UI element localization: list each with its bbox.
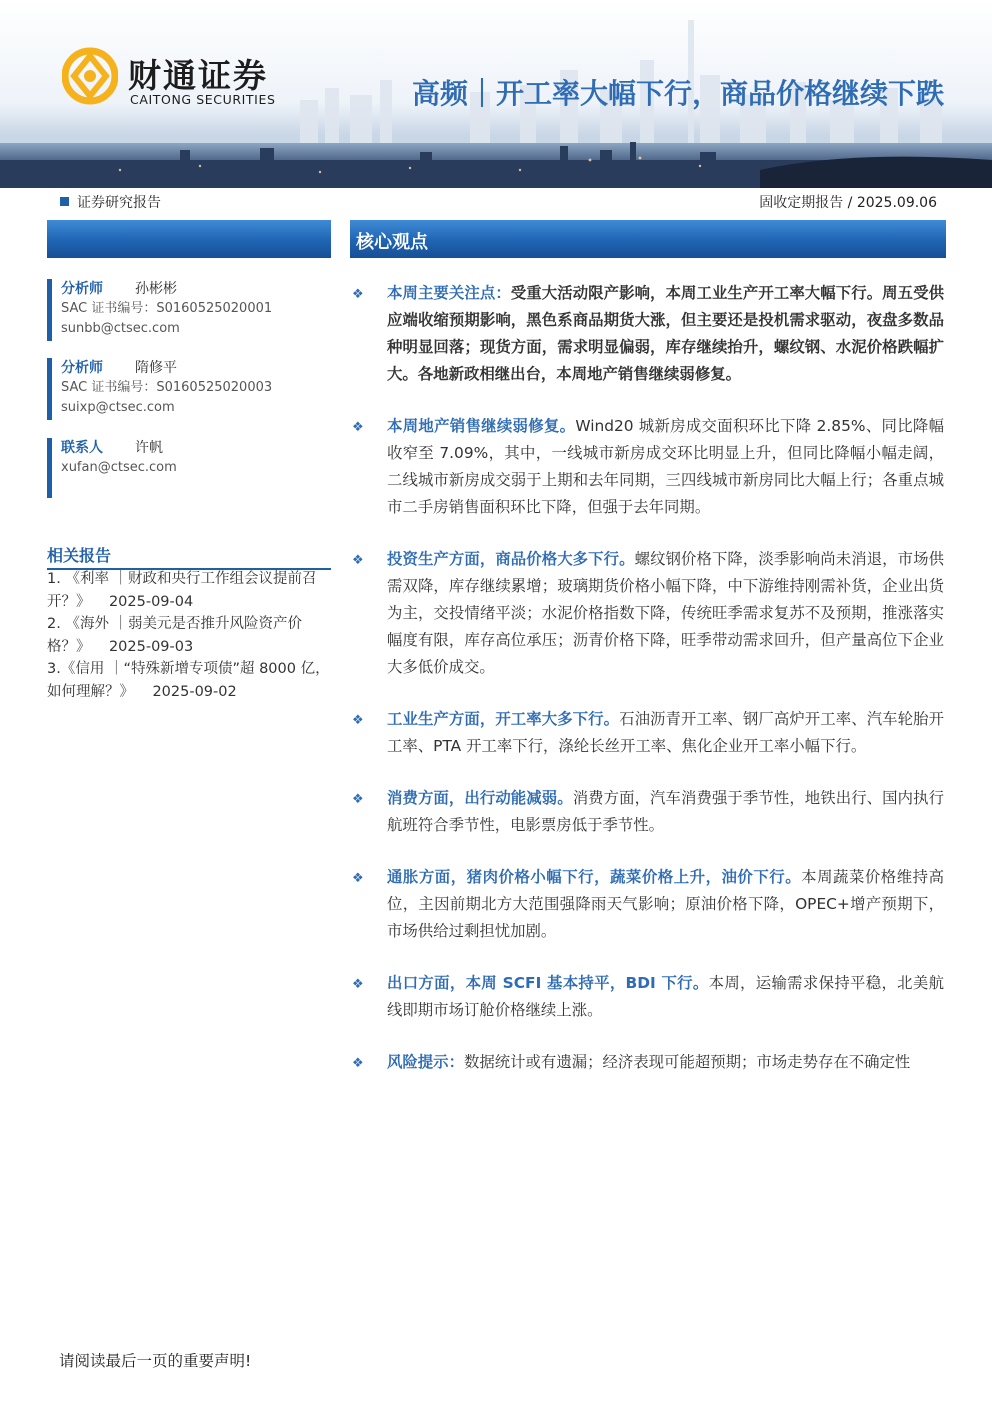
brand-name-en: CAITONG SECURITIES <box>130 92 276 107</box>
core-view-item <box>352 1049 944 1076</box>
core-view-body: Wind20 城新房成交面积环比下降 2.85%、同比降幅收窄至 7.09%，其中，一线城市新房成交环比明显上升，但同比降幅小幅走阔，二线城市新房成交弱于上期和去年同期，三四线城市新房同比大幅上行；各重点城市二手房销售面积环比下降，但强于去年同期。 <box>387 417 944 516</box>
core-view-list <box>352 280 944 1076</box>
core-view-lead: 投资生产方面，商品价格大多下行。 <box>387 550 635 568</box>
core-view-lead: 通胀方面，猪肉价格小幅下行，蔬菜价格上升，油价下行。 <box>387 868 802 886</box>
core-view-body: 本周蔬菜价格维持高位，主因前期北方大范围强降雨天气影响；原油价格下降，OPEC+增产预期下，市场供给过剩担忧加剧。 <box>387 868 944 940</box>
diamond-bullet-icon: ❖ <box>352 792 364 807</box>
core-view-item <box>352 706 944 760</box>
report-header <box>0 0 992 188</box>
related-report-date: 2025-09-02 <box>152 683 237 700</box>
related-report-item[interactable] <box>47 658 337 703</box>
diamond-bullet-icon: ❖ <box>352 977 364 992</box>
disclaimer-notice: 请阅读最后一页的重要声明! <box>59 1352 252 1370</box>
report-type-bar <box>0 188 992 212</box>
core-view-item <box>352 546 944 681</box>
brand-name-cn: 财通证券 <box>128 56 268 95</box>
contact-role: 联系人 <box>61 440 103 456</box>
square-bullet-icon <box>60 197 69 206</box>
core-view-item <box>352 970 944 1024</box>
core-view-lead: 本周地产销售继续弱修复。 <box>387 417 576 435</box>
related-reports-title: 相关报告 <box>47 543 331 570</box>
related-report-title: 1. 《利率 ｜财政和央行工作组会议提前召开？》 <box>47 571 317 610</box>
analyst-card <box>47 358 345 420</box>
diamond-bullet-icon: ❖ <box>352 713 364 728</box>
core-view-lead: 风险提示： <box>387 1053 464 1071</box>
related-reports-list <box>47 568 337 703</box>
core-view-body: 石油沥青开工率、钢厂高炉开工率、汽车轮胎开工率、PTA 开工率下行，涤纶长丝开工率、焦化企业开工率小幅下行。 <box>387 710 944 755</box>
diamond-bullet-icon: ❖ <box>352 420 364 435</box>
core-view-body: 消费方面，汽车消费强于季节性，地铁出行、国内执行航班符合季节性，电影票房低于季节性。 <box>387 789 944 834</box>
sidebar-header-bar <box>47 220 331 258</box>
contact-name: 许帆 <box>135 440 163 456</box>
report-category: 证券研究报告 <box>77 195 161 211</box>
core-view-item <box>352 280 944 388</box>
related-report-date: 2025-09-03 <box>108 638 194 655</box>
core-view-title: 核心观点 <box>356 232 428 253</box>
analyst-name: 隋修平 <box>135 360 177 376</box>
report-title: 高频｜开工率大幅下行，商品价格继续下跌 <box>411 77 944 110</box>
core-view-body: 螺纹钢价格下降，淡季影响尚未消退，市场供需双降，库存继续累增；玻璃期货价格小幅下降，中下游维持刚需补货，企业出货为主，交投情绪平淡；水泥价格指数下降，传统旺季需求复苏不及预期，推涨落实幅度有限，库存高位承压；沥青价格下降，旺季带动需求回升，但产量高位下企业大多低价成交。 <box>387 550 944 676</box>
core-view-lead: 工业生产方面，开工率大多下行。 <box>387 710 620 728</box>
related-report-item[interactable] <box>47 568 337 613</box>
core-view-item <box>352 413 944 521</box>
related-report-title: 2. 《海外 ｜弱美元是否推升风险资产价格？》 <box>47 616 303 655</box>
core-view-item <box>352 785 944 839</box>
caitong-logo-icon <box>62 46 118 106</box>
analyst-name: 孙彬彬 <box>135 281 177 297</box>
core-view-lead: 出口方面，本周 SCFI 基本持平，BDI 下行。 <box>387 974 709 992</box>
diamond-bullet-icon: ❖ <box>352 287 364 302</box>
report-type-date: 固收定期报告 / 2025.09.06 <box>759 195 937 211</box>
core-view-lead: 消费方面，出行动能减弱。 <box>387 789 573 807</box>
core-view-body: 本周，运输需求保持平稳，北美航线即期市场订舱价格继续上涨。 <box>387 974 944 1019</box>
diamond-bullet-icon: ❖ <box>352 553 364 568</box>
diamond-bullet-icon: ❖ <box>352 871 364 886</box>
analyst-role: 分析师 <box>61 281 103 297</box>
core-view-lead: 本周主要关注点： <box>387 284 511 302</box>
core-view-item <box>352 864 944 945</box>
analyst-card <box>47 279 345 341</box>
analyst-role: 分析师 <box>61 360 103 376</box>
contact-email[interactable]: xufan@ctsec.com <box>61 460 177 475</box>
core-view-body: 数据统计或有遗漏；经济表现可能超预期；市场走势存在不确定性 <box>463 1053 911 1071</box>
related-report-title: 3.《信用 ｜“特殊新增专项债”超 8000 亿，如何理解？》 <box>47 661 330 700</box>
analyst-email[interactable]: sunbb@ctsec.com <box>61 321 180 336</box>
analyst-cert: SAC 证书编号：S0160525020003 <box>61 380 273 395</box>
analyst-cert: SAC 证书编号：S0160525020001 <box>61 301 273 316</box>
diamond-bullet-icon: ❖ <box>352 1056 364 1071</box>
contact-card <box>47 438 345 498</box>
analyst-email[interactable]: suixp@ctsec.com <box>61 400 175 415</box>
core-view-body: 受重大活动限产影响，本周工业生产开工率大幅下行。周五受供应端收缩预期影响，黑色系商品期货大涨，但主要还是投机需求驱动，夜盘多数品种明显回落；现货方面，需求明显偏弱，库存继续抬升，螺纹钢、水泥价格跌幅扩大。各地新政相继出台，本周地产销售继续弱修复。 <box>387 284 944 383</box>
core-view-header <box>350 220 946 258</box>
related-report-item[interactable] <box>47 613 337 658</box>
related-report-date: 2025-09-04 <box>108 593 194 610</box>
